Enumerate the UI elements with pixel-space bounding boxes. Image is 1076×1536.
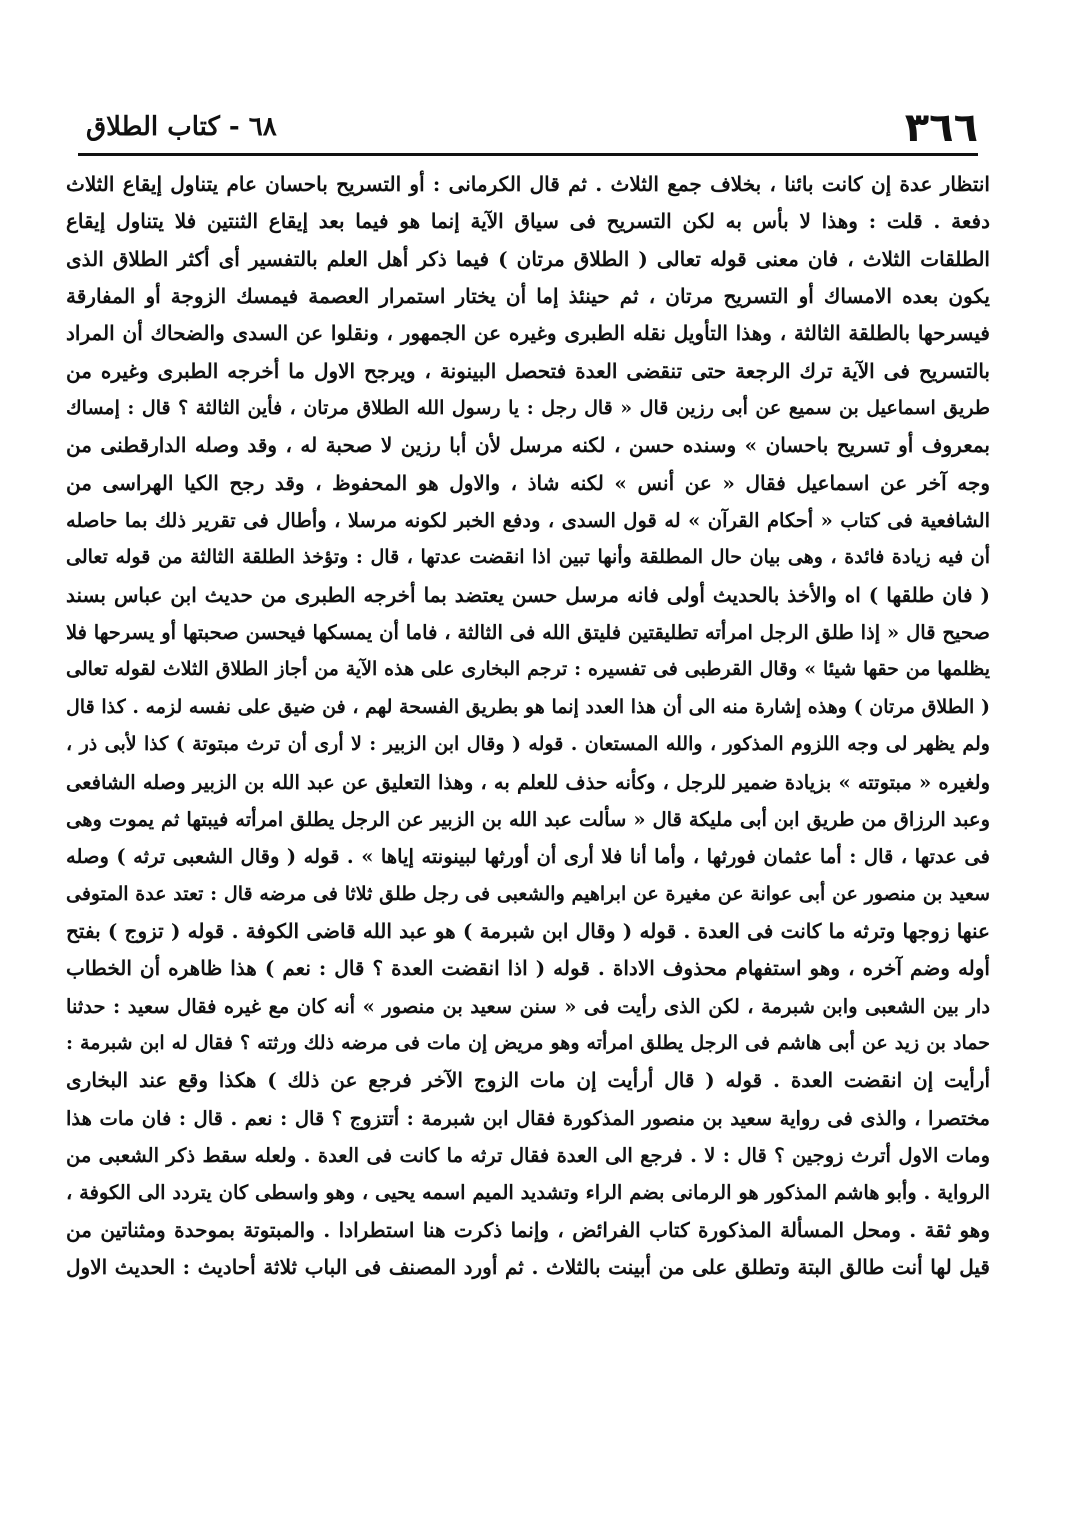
text-line: عنها زوجها وترثه ما كانت فى العدة . قوله ( وقال ابن شبرمة ) هو عبد الله قاضى الكوفة . قوله ( تزوج ) بفتح [66,918,990,943]
body-text [66,166,990,1286]
text-line: وعبد الرزاق من طريق ابن أبى مليكة قال « سألت عبد الله بن الزبير عن الرجل يطلق امرأته فيبتها ثم يموت وهى [66,807,990,831]
text-line: بمعروف أو تسريح باحسان » وسنده حسن ، لكنه مرسل لأن أبا رزين لا صحبة له ، وقد وصله الدارقطنى من [66,433,990,458]
text-line: صحيح قال « إذا طلق الرجل امرأته تطليقتين فليتق الله فى الثالثة ، فاما أن يمسكها فيحسن صحبتها أو يسرحها فلا [66,621,990,645]
page-header [78,96,978,156]
text-line: أرأيت إن انقضت العدة . قوله ( قال أرأيت إن مات الزوج الآخر فرجع عن ذلك ) هكذا وقع عند البخارى [66,1068,990,1093]
text-line: ( فان طلقها ) اه والأخذ بالحديث أولى فانه مرسل حسن يعتضد بما أخرجه الطبرى من حديث ابن عباس بسند [66,582,990,607]
text-line: الطلقات الثلاث ، فان معنى قوله تعالى ( الطلاق مرتان ) فيما ذكر أهل العلم بالتفسير أى أكثر الطلاق الذى [66,246,990,271]
text-line: دار بين الشعبى وابن شبرمة ، لكن الذى رأيت فى « سنن سعيد بن منصور » أنه كان مع غيره فقال سعيد : حدثنا [66,994,990,1018]
text-line: دفعة . قلت : وهذا لا بأس به لكن التسريح فى سياق الآية إنما هو فيما بعد إيقاع الثنتين فلا يتناول إيقاع [66,209,990,234]
text-line: وهو ثقة . ومحل المسألة المذكورة كتاب الفرائض ، وإنما ذكرت هنا استطرادا . والمبتوتة بموحدة ومثناتين من [66,1217,990,1242]
text-line: وجه آخر عن اسماعيل فقال « عن أنس » لكنه شاذ ، والاول هو المحفوظ ، وقد رجح الكيا الهراسى من [66,470,990,495]
text-line: حماد بن زيد عن أبى هاشم فى الرجل يطلق امرأته وهو مريض إن مات فى مرضه ذلك ورثته ؟ فقال له ابن شبرمة : [66,1031,990,1054]
text-line: ومات الاول أترث زوجين ؟ قال : لا . فرجع الى العدة فقال ترثه ما كانت فى العدة . ولعله سقط ذكر الشعبى من [66,1143,990,1167]
page-number: ٣٦٦ [904,105,978,151]
text-line: أن فيه زيادة فائدة ، وهى بيان حال المطلقة وأنها تبين اذا انقضت عدتها ، قال : وتؤخذ الطلقة الثالثة من قوله تعالى [66,546,990,569]
text-line: ولم يظهر لى وجه اللزوم المذكور ، والله المستعان . قوله ( وقال ابن الزبير : لا أرى أن ترث مبتوتة ) كذا لأبى ذر ، [66,733,990,756]
text-line: يظلمها من حقها شيئا » وقال القرطبى فى تفسيره : ترجم البخارى على هذه الآية من أجاز الطلاق الثلاث لقوله تعالى [66,658,990,681]
header-rule [78,153,978,156]
text-line: بالتسريح فى الآية ترك الرجعة حتى تنقضى العدة فتحصل البينونة ، ويرجح الاول ما أخرجه الطبرى وغيره من [66,358,990,383]
text-line: طريق اسماعيل بن سميع عن أبى رزين قال « قال رجل : يا رسول الله الطلاق مرتان ، فأين الثالثة ؟ قال : إمساك [66,397,990,420]
text-line: ( الطلاق مرتان ) وهذه إشارة منه الى أن هذا العدد إنما هو بطريق الفسحة لهم ، فن ضيق على نفسه لزمه . كذا قال [66,695,990,718]
text-line: فى عدتها ، قال : أما عثمان فورثها ، وأما أنا فلا أرى أن أورثها لبينونته إياها » . قوله ( وقال الشعبى ترثه ) وصله [66,845,990,869]
text-line: الرواية . وأبو هاشم المذكور هو الرمانى بضم الراء وتشديد الميم اسمه يحيى ، وهو واسطى كان يتردد الى الكوفة ، [66,1181,990,1205]
text-line: أوله وضم آخره ، وهو استفهام محذوف الاداة . قوله ( اذا انقضت العدة ؟ قال : نعم ) هذا ظاهره أن الخطاب [66,956,990,981]
text-line: سعيد بن منصور عن أبى عوانة عن مغيرة عن ابراهيم والشعبى فى رجل طلق ثلاثا فى مرضه قال : تعتد عدة المتوفى [66,882,990,905]
text-line: مختصرا ، والذى فى رواية سعيد بن منصور المذكورة فقال ابن شبرمة : أتتزوج ؟ قال : نعم . قال : فان مات هذا [66,1106,990,1130]
text-line: قيل لها أنت طالق البتة وتطلق على من أبينت بالثلاث . ثم أورد المصنف فى الباب ثلاثة أحاديث : الحديث الاول [66,1254,990,1279]
text-line: الشافعية فى كتاب « أحكام القرآن » له قول السدى ، ودفع الخبر لكونه مرسلا ، وأطال فى تقرير ذلك بما حاصله [66,509,990,533]
running-head: ٦٨ - كتاب الطلاق [86,112,277,142]
text-line: فيسرحها بالطلقة الثالثة ، وهذا التأويل نقله الطبرى وغيره عن الجمهور ، ونقلوا عن السدى والضحاك أن المراد [66,321,990,346]
text-line: يكون بعده الامساك أو التسريح مرتان ، ثم حينئذ إما أن يختار استمرار العصمة فيمسك الزوجة أو المفارقة [66,284,990,309]
text-line: ولغيره « مبتوتته » بزيادة ضمير للرجل ، وكأنه حذف للعلم به ، وهذا التعليق عن عبد الله بن الزبير وصله الشافعى [66,770,990,794]
text-line: انتظار عدة إن كانت بائنا ، بخلاف جمع الثلاث . ثم قال الكرمانى : أو التسريح باحسان عام يتناول إيقاع الثلاث [66,172,990,196]
